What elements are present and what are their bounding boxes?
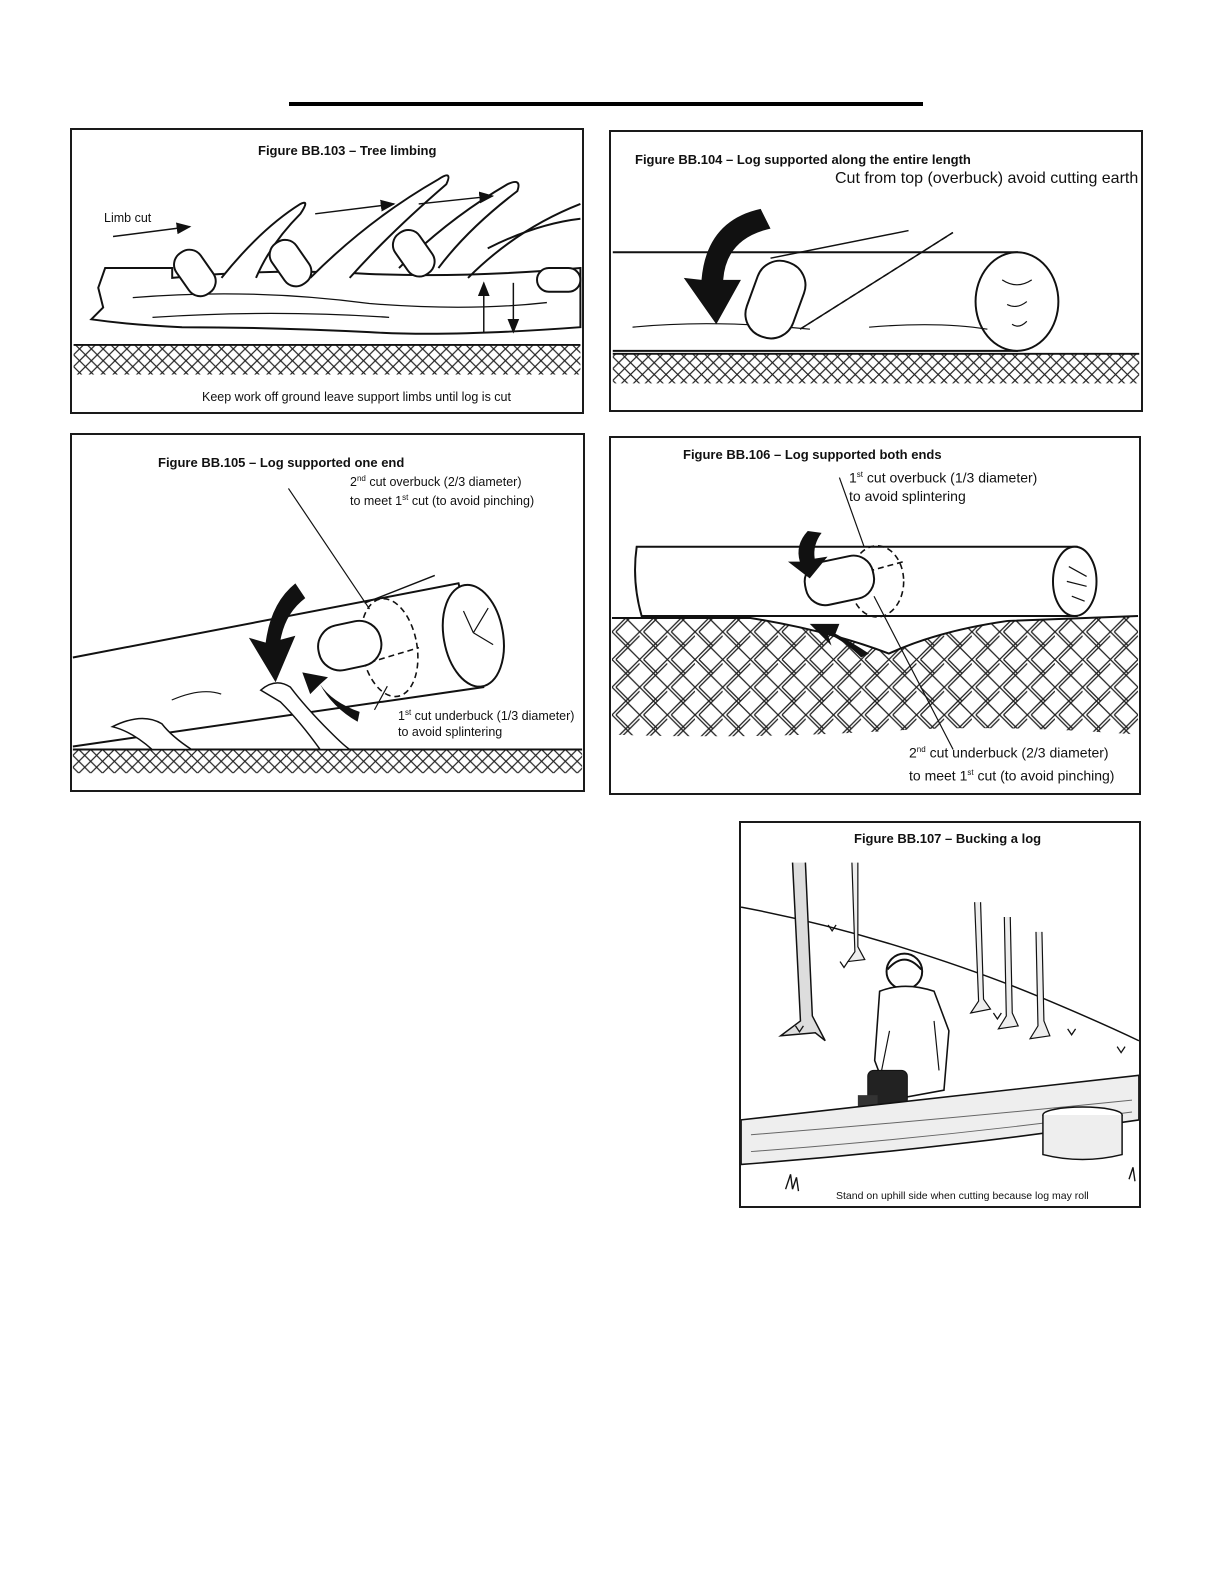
header-rule — [289, 102, 923, 106]
figure-bb107 — [739, 821, 1141, 1208]
figure-title: Figure BB.105 – Log supported one end — [158, 455, 405, 470]
figure-caption: Stand on uphill side when cutting because log may roll — [836, 1190, 1089, 1202]
figure-bb106 — [609, 436, 1141, 795]
figure-bb104 — [609, 130, 1143, 412]
first-cut-label: 1st cut underbuck (1/3 diameter) to avoid splintering — [398, 708, 575, 740]
figure-title: Figure BB.104 – Log supported along the entire length — [635, 152, 971, 167]
figure-title: Figure BB.107 – Bucking a log — [854, 831, 1042, 846]
tree-limbing-illustration — [72, 130, 582, 412]
figure-bb103 — [70, 128, 584, 414]
figure-title: Figure BB.103 – Tree limbing — [258, 143, 437, 158]
limb-cut-label: Limb cut — [104, 211, 152, 225]
second-cut-label: 2nd cut underbuck (2/3 diameter) to meet 1st cut (to avoid pinching) — [909, 744, 1115, 784]
overbuck-note: Cut from top (overbuck) avoid cutting earth — [835, 170, 1139, 187]
figure-caption: Keep work off ground leave support limbs until log is cut — [202, 390, 511, 404]
figure-title: Figure BB.106 – Log supported both ends — [683, 447, 942, 462]
second-cut-label: 2nd cut overbuck (2/3 diameter) to meet 1st cut (to avoid pinching) — [350, 474, 535, 509]
bucking-a-log-illustration — [741, 823, 1139, 1206]
figure-bb105 — [70, 433, 585, 792]
first-cut-label: 1st cut overbuck (1/3 diameter) to avoid splintering — [849, 469, 1038, 504]
